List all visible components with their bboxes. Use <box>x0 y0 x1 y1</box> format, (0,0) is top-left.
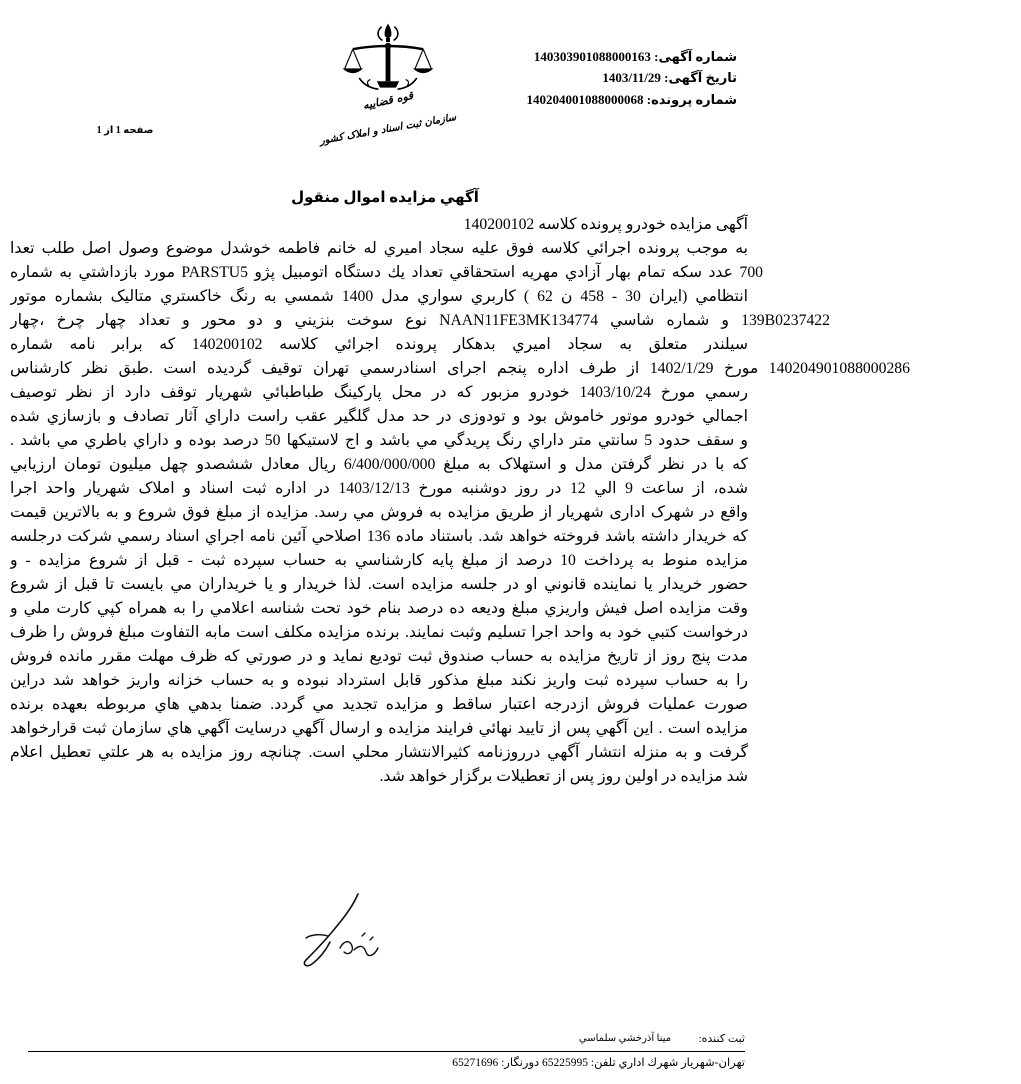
body-line: که خريدار داشته باشد فروخته خواهد شد. باستناد ماده 136 اصلاحي آئين نامه اجراي اسناد رسمي شرکت درجلسه <box>10 528 748 545</box>
body-line: و سقف حدود 5 سانتي متر داراي رنگ پريدگي مي باشد و اج لاستيکها 50 درصد بوده و داراي باطري مي باشد . <box>10 432 748 449</box>
case-number-value: 140204001088000068 <box>526 92 644 107</box>
body-line: انتظامي (ايران 30 - 458 ن 62 ) کاربري سواري مدل 1400 شمسي به رنگ خاکستري متاليک بشماره موتور <box>10 288 748 305</box>
registrar-label: ثبت کننده: <box>698 1033 745 1045</box>
case-number-label: شماره پرونده: <box>646 92 737 107</box>
ad-date-value: 1403/11/29 <box>602 70 661 85</box>
body-line: مزايده منوط به پرداخت 10 درصد از مبلغ پايه کارشناسي به حساب سپرده ثبت - قبل از شروع مزايده - و <box>10 552 748 569</box>
footer-divider <box>28 1051 745 1052</box>
signature <box>292 890 388 974</box>
body-line: رسمي مورخ 1403/10/24 خودرو مزبور که در محل پارکينگ طباطبائي شهريار توقف دارد از نظر توصيف <box>10 384 748 401</box>
logo-text-organization: سازمان ثبت اسناد و املاک کشور <box>318 112 458 147</box>
judiciary-logo-icon <box>340 22 436 94</box>
body-line: مدت پنج روز از تاريخ مزايده به حساب صندوق ثبت توديع نمايد و در صورتي که ظرف مهلت مقرر مانده فروش <box>10 648 748 665</box>
body-line: گرفت و به منزله انتشار آگهي درروزنامه کثيرالانتشار محلي است. چنانچه روز مزايده به هر علتي تعطيل اعلام <box>10 744 748 761</box>
body-line: اجمالي خودرو موتور خاموش بود و تودوزی در حد مدل گلگير عقب راست داراي آثار تصادف و بازسازي شده <box>10 408 748 425</box>
body-line: واقع در شهرک اداری شهريار از طريق مزايده به فروش مي رسد. مزايده از مبلغ فوق شروع و به بالاترين قيمت <box>10 504 748 521</box>
body-line: صورت عمليات فروش ازدرجه اعتبار ساقط و مزايده تجديد مي گردد. ضمنا بدهي هاي مربوطه بعهده برنده <box>10 696 748 713</box>
body-line: به موجب پرونده اجرائي کلاسه فوق عليه سجاد اميري له خانم فاطمه خوشدل موضوع وصول اصل طلب تعدا <box>10 240 748 257</box>
body-line: سيلندر متعلق به سجاد اميري بدهکار پرونده اجرائي کلاسه 140200102 که برابر نامه شماره <box>10 336 748 353</box>
body-line: وقت مزايده اصل فيش واريزي مبلغ وديعه ده درصد بنام خود تحت شناسه اعلامي را به همراه کپي کارت ملي و <box>10 600 748 617</box>
page-indicator: صفحه 1 از 1 <box>96 125 154 136</box>
body-line: شد مزايده در اولين روز پس از تعطيلات برگزار خواهد شد. <box>379 768 748 785</box>
body-line: مزايده است . اين آگهي پس از تاييد نهائي فرايند مزايده و ارسال آگهي درسايت آگهي هاي سازمان ثبت قرارخواهد <box>10 720 748 737</box>
ad-date-row <box>487 69 737 87</box>
ad-date-label: تاریخ آگهی: <box>664 70 737 85</box>
ad-number-row <box>487 48 737 66</box>
ad-number-value: 140303901088000163 <box>533 49 651 64</box>
body-line: شده، از ساعت 9 الي 12 در روز دوشنبه مورخ 1403/12/13 در اداره ثبت اسناد و املاک شهريار واحد اجرا <box>10 480 748 497</box>
case-number-row <box>487 91 737 109</box>
registrar-name: مينا آذرخشي سلماسي <box>578 1033 672 1044</box>
body-line: درخواست کتبي خود به واحد اجرا تسليم وثبت نمايند. برنده مزايده مکلف است مابه التفاوت مبلغ فروش را ظرف <box>10 624 748 641</box>
body-line: 140204901088000286 مورخ 1402/1/29 از طرف اداره پنجم اجرای اسنادرسمي تهران توقيف گرديده است .طبق نظر کارشناس <box>10 360 910 377</box>
logo-text-judiciary: قوه قضاييه <box>361 88 415 113</box>
body-line: 139B0237422 و شماره شاسي NAAN11FE3MK134774 نوع سوخت بنزيني و دو محور و تعداد چهار چرخ ،چهار <box>10 312 830 329</box>
body-line: که با در نظر گرفتن مدل و استهلاک به مبلغ 6/400/000/000 ريال معادل ششصدو چهل ميليون تومان ارزيابي <box>10 456 748 473</box>
body-line: آگهی مزایده خودرو پرونده کلاسه 140200102 <box>463 216 748 233</box>
body-line: را به حساب سپرده ثبت واريز نکند مبلغ مذکور قابل استرداد نبوده و به حساب خزانه واريز خواهد شد دراين <box>10 672 748 689</box>
ad-number-label: شماره آگهی: <box>654 49 737 64</box>
document-title: آگهي مزايده اموال منقول <box>291 190 479 206</box>
body-line: حضور خريدار يا نماينده قانوني او در جلسه مزايده است. لذا خريدار و يا خريداران مي بايست تا قبل از شروع <box>10 576 748 593</box>
footer-address: تهران-شهريار شهرك اداري تلفن: 65225995 دورنگار: 65271696 <box>452 1057 745 1069</box>
body-line: 700 عدد سکه تمام بهار آزادي مهريه استحقاقي تعداد يك دستگاه اتومبيل پژو PARSTU5 مورد بازداشتي به شماره <box>10 264 763 281</box>
